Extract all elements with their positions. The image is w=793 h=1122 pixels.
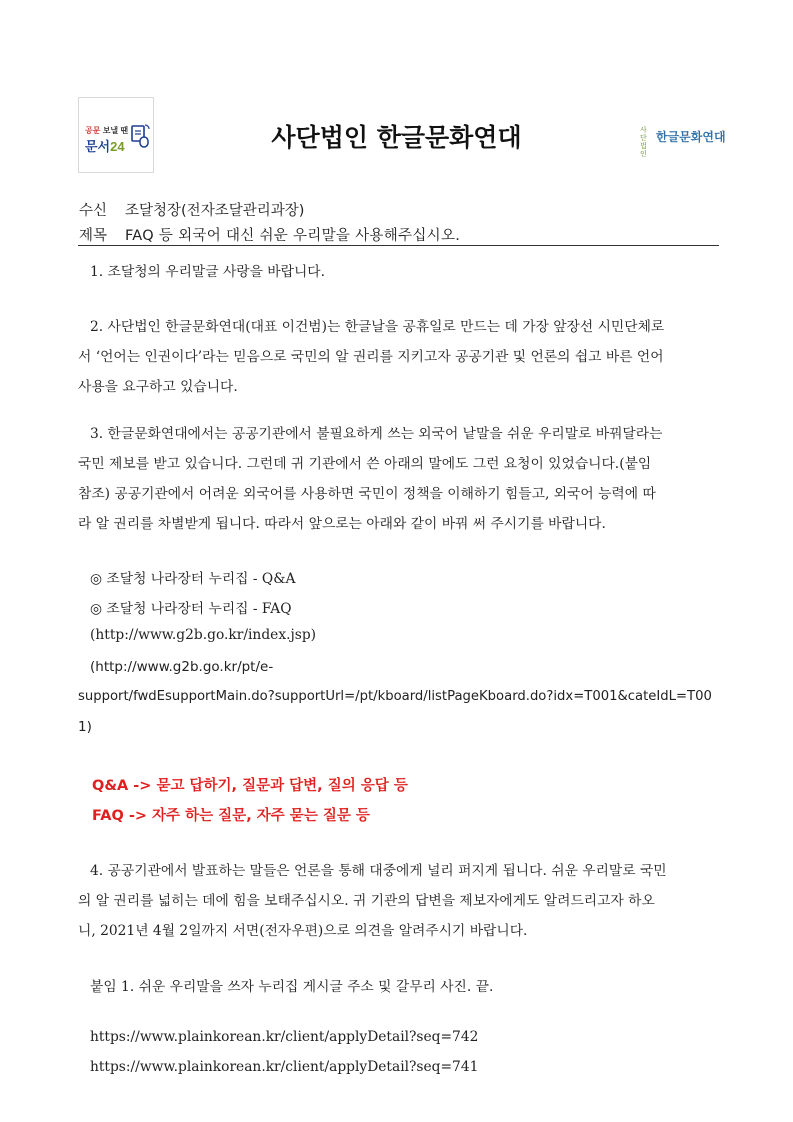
subject-value: FAQ 등 외국어 대신 쉬운 우리말을 사용해주십시오. [125, 228, 461, 244]
paragraph-2-line-2: 서 ‘언어는 인권이다’라는 믿음으로 국민의 알 권리를 지키고자 공공기관 및 언론의 쉽고 바른 언어 [78, 349, 664, 365]
paragraph-3-line-1: 3. 한글문화연대에서는 공공기관에서 불필요하게 쓰는 외국어 낱말을 쉬운 우리말로 바꿔달라는 [90, 426, 663, 442]
paragraph-2-line-1: 2. 사단법인 한글문화연대(대표 이건범)는 한글날을 공휴일로 만드는 데 가장 앞장선 시민단체로 [90, 319, 665, 335]
attachment-note: 붙임 1. 쉬운 우리말을 쓰자 누리집 게시글 주소 및 갈무리 사진. 끝. [90, 979, 494, 995]
brand-wordmark: 한글문화연대 [656, 130, 726, 144]
brand-small-label: 사단법인 [640, 126, 647, 158]
paragraph-4-line-1: 4. 공공기관에서 발표하는 말들은 언론을 통해 대중에게 널리 퍼지게 됩니다. 쉬운 우리말로 국민 [90, 863, 667, 879]
logo-wordmark-text: 문서 [85, 139, 111, 154]
paragraph-4-line-2: 의 알 권리를 넓히는 데에 힘을 보태주십시오. 귀 기관의 답변을 제보자에게도 알려드리고자 하오 [78, 893, 655, 909]
recipient-label: 수신 [79, 203, 108, 219]
link-apply-742[interactable]: https://www.plainkorean.kr/client/applyDetail?seq=742 [90, 1029, 479, 1045]
header-divider [78, 245, 719, 246]
url-support-part-1: (http://www.g2b.go.kr/pt/e- [90, 659, 274, 675]
paragraph-4-line-3: 니, 2021년 4월 2일까지 서면(전자우편)으로 의견을 알려주시기 바랍니다. [78, 923, 528, 939]
suggestion-faq: FAQ -> 자주 하는 질문, 자주 묻는 질문 등 [92, 808, 370, 824]
document-title: 사단법인 한글문화연대 [271, 123, 522, 152]
url-support-part-2: support/fwdEsupportMain.do?supportUrl=/pt/kboard/listPageKboard.do?idx=T001&cateIdL=T00 [78, 689, 712, 704]
logo-tagline-rest: 보낼 땐 [100, 126, 129, 135]
link-apply-741[interactable]: https://www.plainkorean.kr/client/applyDetail?seq=741 [90, 1059, 479, 1075]
hangeul-culture-logo [640, 123, 730, 158]
subject-label: 제목 [79, 228, 108, 244]
recipient-value: 조달청장(전자조달관리과장) [125, 203, 305, 219]
list-item-qa: ◎ 조달청 나라장터 누리집 - Q&A [90, 571, 296, 587]
paragraph-2-line-3: 사용을 요구하고 있습니다. [78, 379, 238, 395]
paragraph-3-line-4: 라 알 권리를 차별받게 됩니다. 따라서 앞으로는 아래와 같이 바꿔 써 주시기를 바랍니다. [78, 516, 606, 532]
paragraph-1: 1. 조달청의 우리말글 사랑을 바랍니다. [90, 264, 326, 280]
url-index: (http://www.g2b.go.kr/index.jsp) [90, 627, 317, 643]
paragraph-3-line-3: 참조) 공공기관에서 어려운 외국어를 사용하면 국민이 정책을 이해하기 힘들고, 외국어 능력에 따 [78, 486, 656, 502]
suggestion-qa: Q&A -> 묻고 답하기, 질문과 답변, 질의 응답 등 [92, 778, 408, 794]
paragraph-3-line-2: 국민 제보를 받고 있습니다. 그런데 귀 기관에서 쓴 아래의 말에도 그런 요청이 있었습니다.(붙임 [78, 456, 652, 472]
list-item-faq: ◎ 조달청 나라장터 누리집 - FAQ [90, 601, 292, 617]
logo-wordmark-number: 24 [110, 139, 125, 154]
url-support-part-3: 1) [78, 719, 92, 735]
logo-tagline-highlight: 공문 [85, 126, 101, 135]
